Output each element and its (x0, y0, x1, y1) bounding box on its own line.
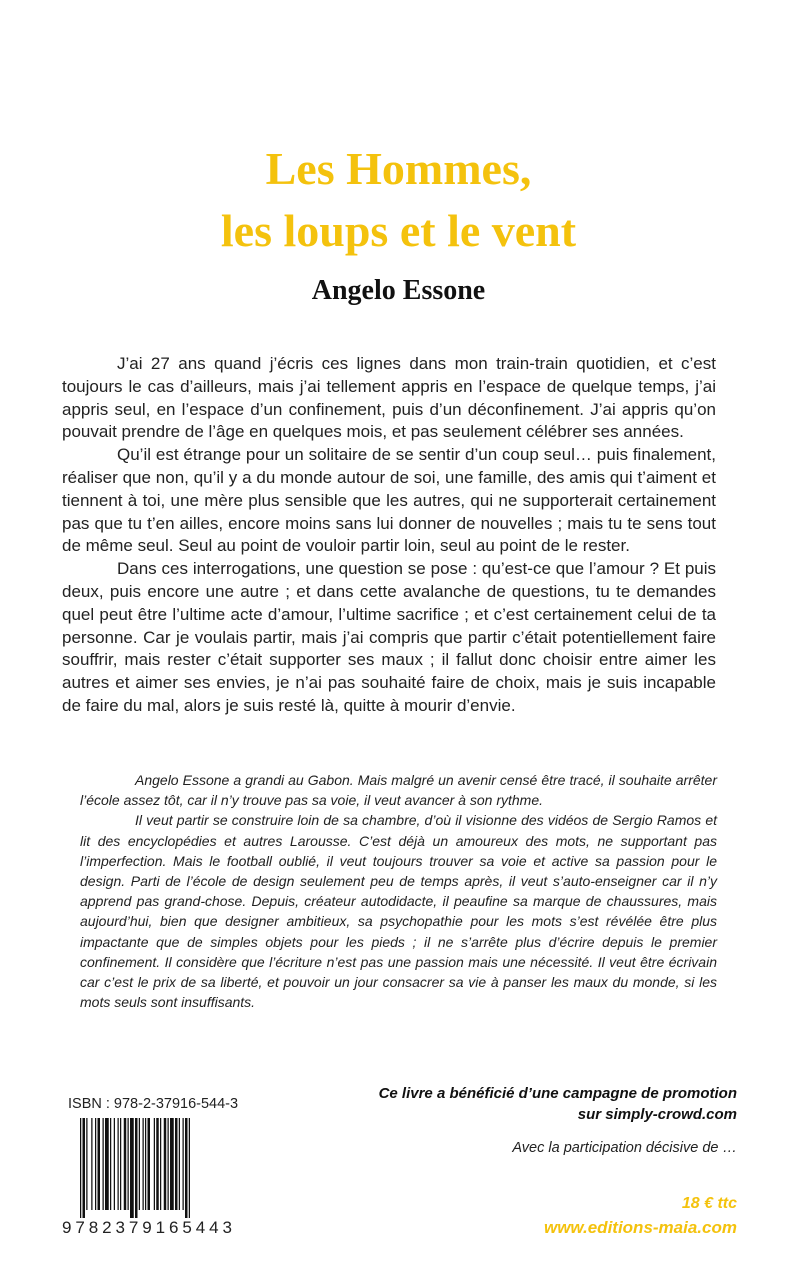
barcode-bar (189, 1118, 190, 1218)
barcode-digit: 6 (169, 1218, 179, 1237)
barcode-bar (179, 1118, 180, 1210)
barcode-bar (118, 1118, 119, 1210)
barcode-digit: 7 (75, 1218, 85, 1237)
barcode-bar (86, 1118, 87, 1210)
promo-line-1: Ce livre a bénéficié d’une campagne de promotion (378, 1085, 737, 1102)
barcode-bar (145, 1118, 146, 1210)
barcode-bar (175, 1118, 178, 1210)
summary-paragraph: Qu’il est étrange pour un solitaire de se sentir d’un coup seul… puis finalement, réaliser que non, qu’il y a du monde autour de soi, une famille, des amis qui t’aiment et tiennent à toi, une mère plus sensible que les autres, qui ne supporterait certainement pas que tu t’en ailles, encore moins sans lui donner de nouvelles ; mais tu te sens tout de même seul. Seul au point de vouloir partir loin, seul au point de le rester. (62, 445, 716, 556)
bio-paragraph: Il veut partir se construire loin de sa chambre, d’où il visionne des vidéos de Sergio Ramos et lit des encyclopédies et autres Larousse. C’est déjà un amoureux des mots, ne supportant pas l’imperfection. Mais le football oublié, il veut toujours trouver sa voie et active sa passion pour le design. Parti de l’école de design seulement peu de temps après, il veut s’auto-enseigner car il n’y apprend pas grand-chose. Depuis, créateur autodidacte, il peaufine sa marque de chaussures, mais aujourd’hui, bien que designer ambitieux, sa psychopathie pour les mots s’est révélée être plus impactante que de simples objets pour les pieds ; il ne s’arrête plus d’écrire depuis le premier confinement. Il considère que l’écriture n’est pas une passion mais une nécessité. Il veut être écrivain car c’est le prix de sa liberté, et pouvoir un jour consacrer sa vie à panser les maux du monde, si les mots seuls sont insuffisants. (80, 812, 717, 1011)
barcode-bar (105, 1118, 109, 1210)
barcode-digit: 3 (115, 1218, 125, 1237)
isbn-label: ISBN : 978-2-37916-544-3 (68, 1096, 239, 1112)
barcode-bar (160, 1118, 161, 1210)
barcode-bar (164, 1118, 167, 1210)
barcode-bar (128, 1118, 129, 1210)
barcode-digits (62, 1218, 232, 1238)
barcode-bar (170, 1118, 174, 1210)
barcode-bar (139, 1118, 140, 1210)
barcode-bar (143, 1118, 144, 1210)
barcode-digit: 9 (142, 1218, 152, 1237)
book-title-line-1: Les Hommes, (265, 143, 532, 194)
summary-paragraph: J’ai 27 ans quand j’écris ces lignes dans mon train-train quotidien, et c’est toujours le cas d’ailleurs, mais j’ai tellement appris en l’espace de quelque temps, j’ai appris seul, en l’espace d’un confinement, puis d’un déconfinement. J’ai appris qu’on pouvait prendre de l’âge en quelques mois, et pas seulement célébrer ses années. (62, 354, 716, 442)
author-bio (80, 770, 717, 1012)
barcode-digit: 7 (128, 1218, 139, 1237)
summary-text (62, 353, 716, 718)
barcode-bar (110, 1118, 111, 1210)
barcode-bar (135, 1118, 138, 1218)
barcode-digit: 3 (222, 1218, 232, 1237)
summary-paragraph: Dans ces interrogations, une question se pose : qu’est-ce que l’amour ? Et puis deux, puis encore une autre ; et dans cette avalanche de questions, tu te demandes quel peut être l’ultime acte d’amour, l’ultime sacrifice ; et c’est certainement celui de ta personne. Car je voulais partir, mais j’ai compris que partir c’était potentiellement faire souffrir, mais rester c’était supporter ses maux ; il fallut donc choisir entre aimer les autres et aimer ses envies, je n’ai pas souhaité faire de choix, mais je suis incapable de faire du mal, alors je suis resté là, quitte à mourir d’envie. (62, 559, 716, 715)
barcode (62, 1118, 232, 1248)
barcode-bar (183, 1118, 184, 1210)
barcode-bar (114, 1118, 115, 1210)
barcode-bar (98, 1118, 101, 1210)
barcode-bar (83, 1118, 86, 1218)
barcode-digit: 5 (182, 1218, 192, 1237)
bio-paragraph: Angelo Essone a grandi au Gabon. Mais malgré un avenir censé être tracé, il souhaite arrêter l’école assez tôt, car il n’y trouve pas sa voie, il veut avancer à son rythme. (80, 772, 717, 809)
barcode-bar (91, 1118, 92, 1210)
barcode-digit: 9 (62, 1218, 72, 1237)
barcode-bar (103, 1118, 104, 1210)
barcode-bar (120, 1118, 121, 1210)
barcode-bar (154, 1118, 155, 1210)
publisher-website: www.editions-maia.com (543, 1218, 737, 1237)
barcode-bar (156, 1118, 159, 1210)
barcode-bar (168, 1118, 169, 1210)
barcode-digit: 2 (102, 1218, 112, 1237)
barcode-digit: 4 (209, 1218, 219, 1237)
participation-text: Avec la participation décisive de … (512, 1140, 737, 1156)
barcode-bar (124, 1118, 127, 1210)
barcode-digit: 1 (155, 1218, 166, 1237)
barcode-bar (148, 1118, 151, 1210)
barcode-digit: 4 (195, 1218, 206, 1237)
barcode-bar (130, 1118, 134, 1218)
price: 18 € ttc (681, 1195, 737, 1212)
promo-line-2: sur simply-crowd.com (577, 1106, 737, 1123)
barcode-bar (95, 1118, 96, 1210)
author-name: Angelo Essone (311, 275, 486, 306)
barcode-bar (185, 1118, 188, 1218)
barcode-digit: 8 (88, 1218, 99, 1237)
book-title-line-2: les loups et le vent (220, 205, 577, 256)
barcode-bars (62, 1118, 232, 1218)
barcode-bar (80, 1118, 81, 1218)
